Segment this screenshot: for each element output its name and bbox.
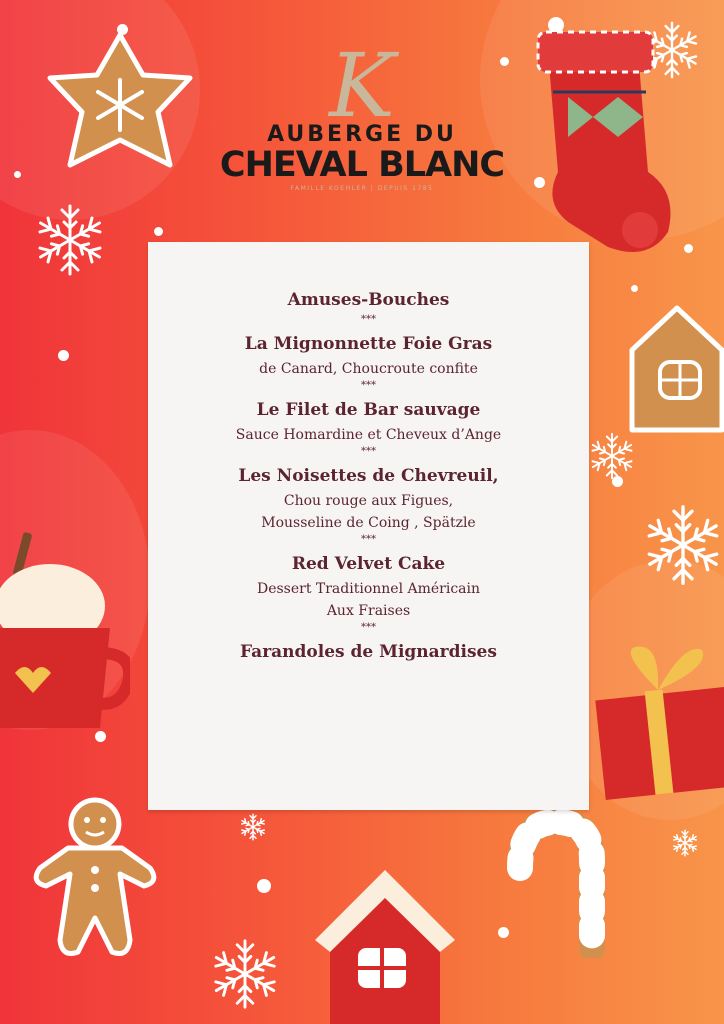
course-detail: Sauce Homardine et Cheveux d’Ange [235,427,502,443]
candy-cane-icon [498,808,618,958]
snowflake-icon [30,200,110,280]
brand-tagline: FAMILLE KOEHLER | DEPUIS 1785 [290,185,434,192]
course-detail: Aux Fraises [326,603,411,619]
course-detail: de Canard, Choucroute confite [259,361,478,377]
snowflake-icon [238,812,268,842]
brand-name-line1: AUBERGE DU [267,122,457,147]
restaurant-logo [0,40,724,192]
course-title: Le Filet de Bar sauvage [256,400,481,420]
separator: *** [361,380,376,391]
course-title: Amuses-Bouches [287,290,450,310]
monogram-logo [302,40,422,128]
snow-dot [58,350,69,361]
snow-dot [631,285,638,292]
separator: *** [361,446,376,457]
gift-box-icon [590,632,724,802]
menu-card [148,242,589,810]
course-title: Red Velvet Cake [291,554,446,574]
gingerbread-man-icon [20,790,170,970]
course-title: Farandoles de Mignardises [240,642,497,662]
snowflake-icon [670,828,700,858]
hot-cocoa-icon [0,528,130,738]
snow-dot [257,879,271,893]
separator: *** [361,534,376,545]
separator: *** [361,314,376,325]
svg-text:K: K [329,40,395,128]
course-detail: Mousseline de Coing , Spätzle [261,515,476,531]
course-detail: Chou rouge aux Figues, [283,493,454,509]
brand-name-line2: CHEVAL BLANC [219,145,505,185]
house-cookie-icon [300,848,470,1024]
course-title: Les Noisettes de Chevreuil, [238,466,499,486]
snowflake-icon [638,500,724,590]
separator: *** [361,622,376,633]
snow-dot [154,227,163,236]
gingerbread-house-icon [622,300,724,440]
course-detail: Dessert Traditionnel Américain [256,581,481,597]
snowflake-icon [206,935,284,1013]
course-title: La Mignonnette Foie Gras [244,334,493,354]
